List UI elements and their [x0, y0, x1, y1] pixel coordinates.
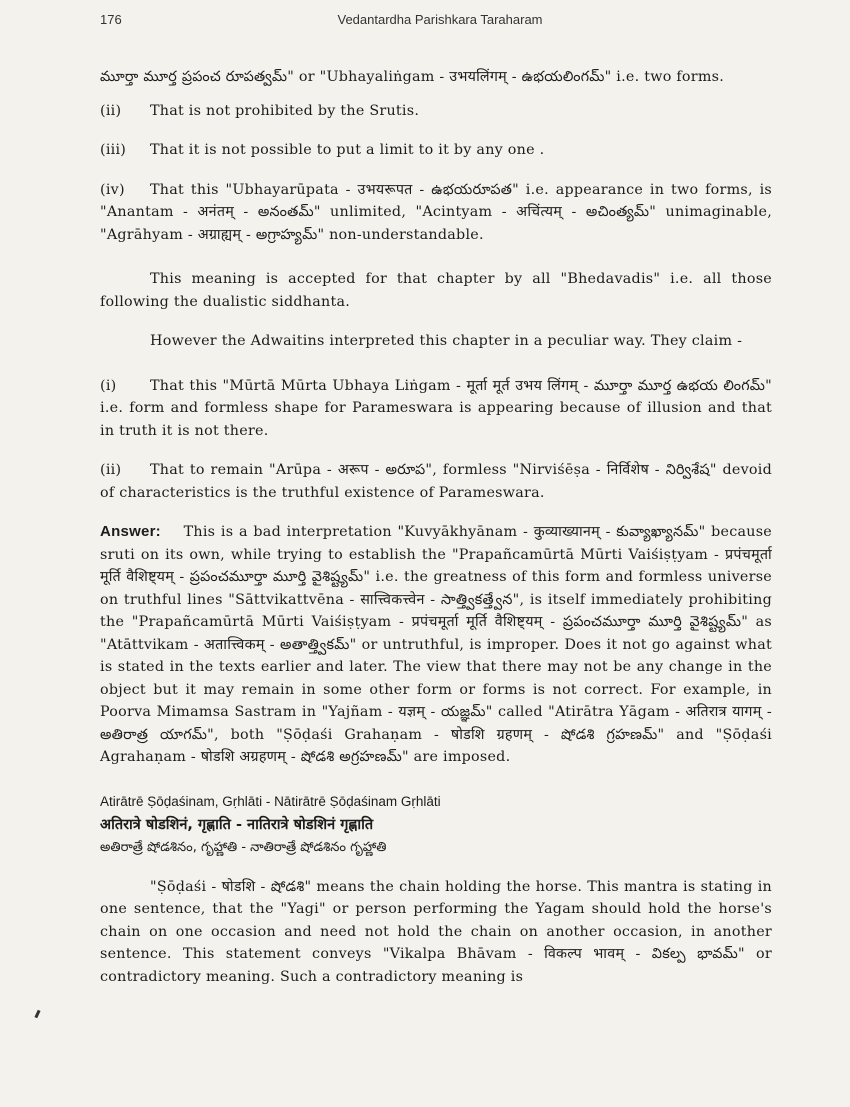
mantra-telugu: అతిరాత్రే షోడశినం, గృహ్ణాతి - నాతిరాత్రే షోడశినం గృహ్ణాతి: [100, 839, 387, 855]
running-title: Vedantardha Parishkara Taraharam: [337, 12, 543, 27]
list-label: (ii): [100, 102, 122, 119]
list-item-iv: [100, 179, 772, 247]
page-header: [100, 12, 780, 32]
margin-mark: [34, 1010, 40, 1019]
list-item-iii: [100, 139, 772, 162]
list-text: That is not prohibited by the Srutis.: [150, 102, 420, 119]
list-text: That to remain "Arūpa - अरूप - అరూప", formless "Nirviśēṣa - निर्विशेष - నిర్విశేష" devoid of characteristics is the truthful existence of Parameswara.: [100, 462, 772, 501]
claim-item-ii: [100, 459, 772, 504]
continuation-line: [100, 66, 772, 89]
list-text: That it is not possible to put a limit to it by any one .: [150, 142, 545, 158]
answer-text: This is a bad interpretation "Kuvyākhyānam - कुव्याख्यानम् - కువ్యాఖ్యానమ్" because sruti on its own, while trying to establish the "Prapañcamūrtā Mūrti Vaiśiṣṭyam - प्रपंचमूर्ता मूर्ति वैशिष्ट्यम् - ప్రపంచమూర్తా మూర్తి వైశిష్ట్యమ్" i.e. the greatness of this form and formless universe on truthful lines "Sāttvikattvēna - सात्त्विकत्त्वेन - సాత్త్వికత్త్వేన", is itself immediately prohibiting the "Prapañcamūrtā Mūrti Vaiśiṣṭyam - प्रपंचमूर्ता मूर्ति वैशिष्ट्यम् - ప్రపంచమూర్తా మూర్తి వైశిష్ట్యమ్" as "Atāttvikam - अतात्त्विकम् - అతాత్త్వికమ్" or untruthful, is improper. Does it not go against what is stated in the texts earlier and later. The view that there may not be any change in the object but it may remain in some other form or forms is not correct. For example, in Poorva Mimamsa Sastram in "Yajñam - यज्ञम् - యజ్ఞమ్" called "Atirātra Yāgam - अतिरात्र यागम् - అతిరాత్ర యాగమ్", both "Ṣōḍaśi Grahaṇam - षोडशि ग्रहणम् - షోడశి గ్రహణమ్" and "Ṣōḍaśi Agrahaṇam - षोडशि अग्रहणम् - షోడశి అగ్రహణమ్" are imposed.: [100, 524, 772, 765]
continuation-text: మూర్తా మూర్త ప్రపంచ రూపత్వమ్" or "Ubhayaliṅgam - उभयलिंगम् - ఉభయలింగమ్" i.e. two forms.: [100, 69, 725, 85]
claim-item-i: [100, 375, 772, 443]
answer-label: Answer:: [100, 523, 161, 540]
paragraph-sodasi: "Ṣōḍaśi - षोडशि - షోడశి" means the chain holding the horse. This mantra is stating in one sentence, that the "Yagi" or person performing the Yagam should hold the horse's chain on one occasion and need not hold the chain on another occasion, in another sentence. This statement conveys "Vikalpa Bhāvam - विकल्प भावम् - వికల్ప భావమ్" or contradictory meaning. Such a contradictory meaning is: [100, 878, 772, 985]
answer-paragraph: [100, 521, 772, 769]
page-number: 176: [100, 12, 122, 27]
page-body: [100, 66, 772, 988]
list-item-ii: [100, 100, 772, 123]
paragraph-accepted: This meaning is accepted for that chapter by all "Bhedavadis" i.e. all those following the dualistic siddhanta.: [100, 271, 772, 310]
mantra-devanagari: अतिरात्रे षोडशिनं, गृह्णाति - नातिरात्रे षोडशिनं गृह्णाति: [100, 816, 374, 833]
paragraph-adwaitins: However the Adwaitins interpreted this chapter in a peculiar way. They claim -: [150, 333, 743, 349]
list-label: (ii): [100, 462, 122, 478]
list-text: That this "Ubhayarūpata - उभयरूपत - ఉభయరూపత" i.e. appearance in two forms, is "Anantam - अनंतम् - అనంతమ్" unlimited, "Acintyam - अचिंत्यम् - అచింత్యమ్" unimaginable, "Agrāhyam - अग्राह्यम् - అగ్రాహ్యమ్" non-understandable.: [100, 181, 772, 243]
list-label: (i): [100, 377, 117, 394]
list-label: (iii): [100, 142, 127, 158]
mantra-roman: Atirātrē Ṣōḍaśinam, Gṛhlāti - Nātirātrē Ṣōḍaśinam Gṛhlāti: [100, 793, 441, 809]
list-text: That this "Mūrtā Mūrta Ubhaya Liṅgam - मूर्ता मूर्त उभय लिंगम् - మూర్తా మూర్త ఉభయ లింగమ్" i.e. form and formless shape for Parameswara is appearing because of illusion and that in truth it is not there.: [100, 377, 772, 439]
list-label: (iv): [100, 181, 125, 198]
